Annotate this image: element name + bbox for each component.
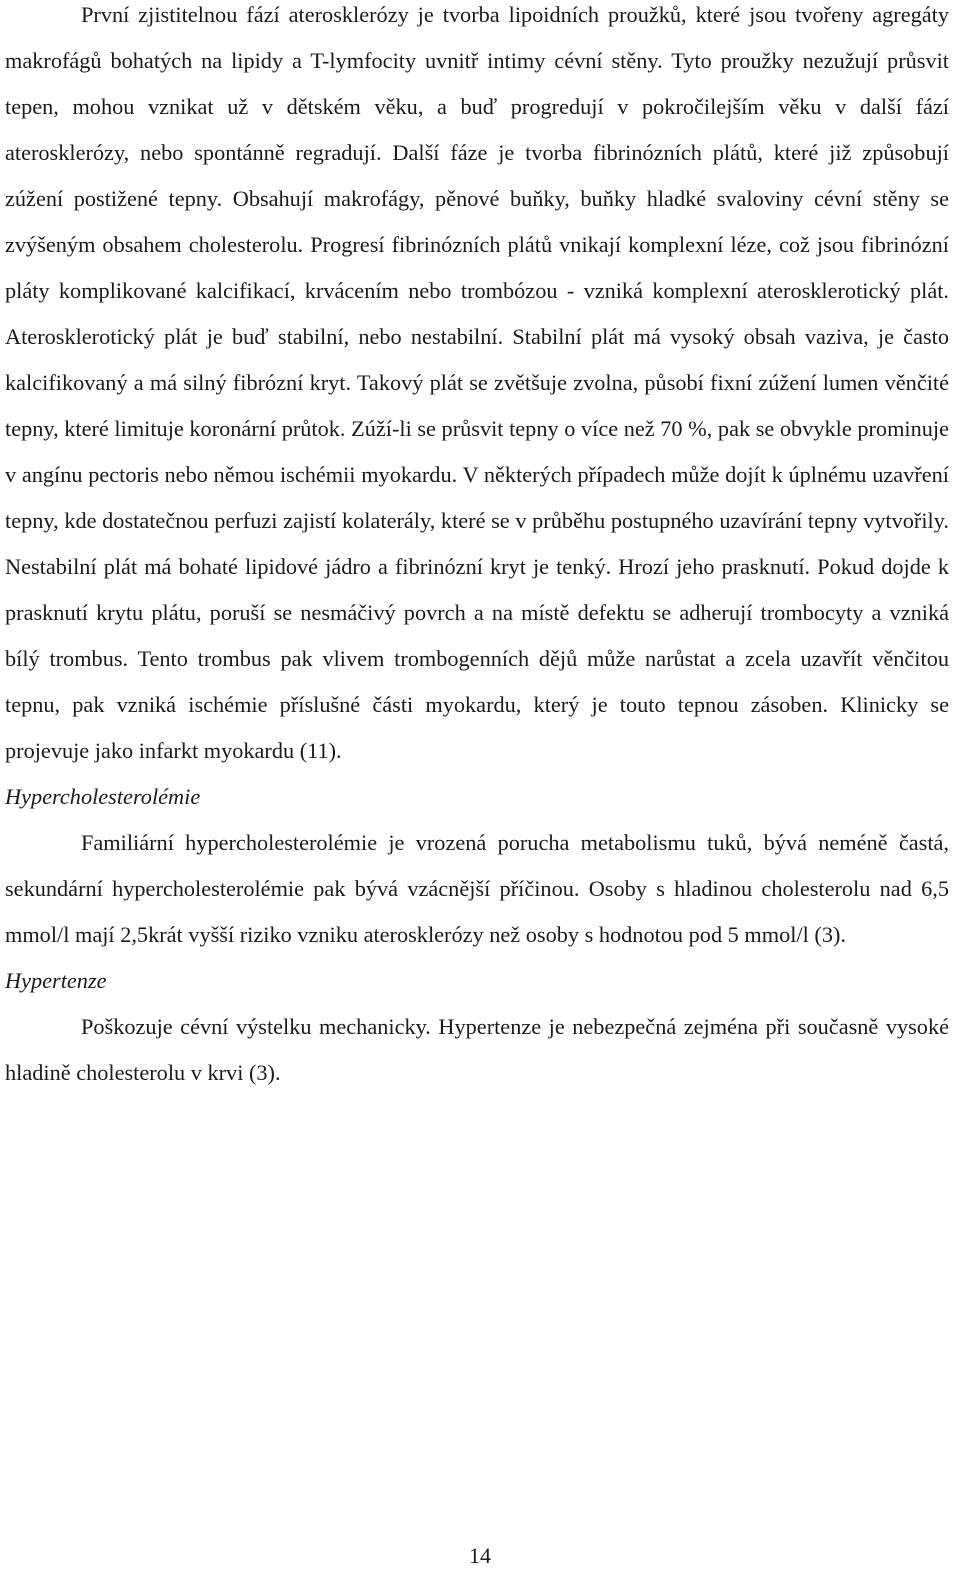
section-heading-hypercholesterolemie: Hypercholesterolémie xyxy=(5,784,201,809)
document-page xyxy=(5,0,949,1096)
paragraph-hypercholesterolemie: Familiární hypercholesterolémie je vrozená porucha metabolismu tuků, bývá neméně častá, sekundární hypercholesterolémie pak bývá vzácnější příčinou. Osoby s hladinou cholesterolu nad 6,5 mmol/l mají 2,5krát vyšší riziko vzniku aterosklerózy než osoby s hodnotou pod 5 mmol/l (3). xyxy=(5,830,949,947)
paragraph-hypertenze: Poškozuje cévní výstelku mechanicky. Hypertenze je nebezpečná zejména při současně vysoké hladině cholesterolu v krvi (3). xyxy=(5,1014,949,1085)
paragraph-atherosclerosis-phases: První zjistitelnou fází aterosklerózy je tvorba lipoidních proužků, které jsou tvořeny agregáty makrofágů bohatých na lipidy a T-lymfocity uvnitř intimy cévní stěny. Tyto proužky nezužují průsvit tepen, mohou vznikat už v dětském věku, a buď progredují v pokročilejším věku v další fází aterosklerózy, nebo spontánně regradují. Další fáze je tvorba fibrinózních plátů, které již způsobují zúžení postižené tepny. Obsahují makrofágy, pěnové buňky, buňky hladké svaloviny cévní stěny se zvýšeným obsahem cholesterolu. Progresí fibrinózních plátů vnikají komplexní léze, což jsou fibrinózní pláty komplikované kalcifikací, krvácením nebo trombózou - vzniká komplexní aterosklerotický plát. Aterosklerotický plát je buď stabilní, nebo nestabilní. Stabilní plát má vysoký obsah vaziva, je často kalcifikovaný a má silný fibrózní kryt. Takový plát se zvětšuje zvolna, působí fixní zúžení lumen věnčité tepny, které limituje koronární průtok. Zúží-li se průsvit tepny o více než 70 %, pak se obvykle prominuje v angínu pectoris nebo němou ischémii myokardu. V některých případech může dojít k úplnému uzavření tepny, kde dostatečnou perfuzi zajistí kolaterály, které se v průběhu postupného uzavírání tepny vytvořily. Nestabilní plát má bohaté lipidové jádro a fibrinózní kryt je tenký. Hrozí jeho prasknutí. Pokud dojde k prasknutí krytu plátu, poruší se nesmáčivý povrch a na místě defektu se adherují trombocyty a vzniká bílý trombus. Tento trombus pak vlivem trombogenních dějů může narůstat a zcela uzavřít věnčitou tepnu, pak vzniká ischémie příslušné části myokardu, který je touto tepnou zásoben. Klinicky se projevuje jako infarkt myokardu (11). xyxy=(5,2,949,763)
page-number: 14 xyxy=(469,1543,491,1568)
section-heading-hypertenze: Hypertenze xyxy=(5,968,107,993)
